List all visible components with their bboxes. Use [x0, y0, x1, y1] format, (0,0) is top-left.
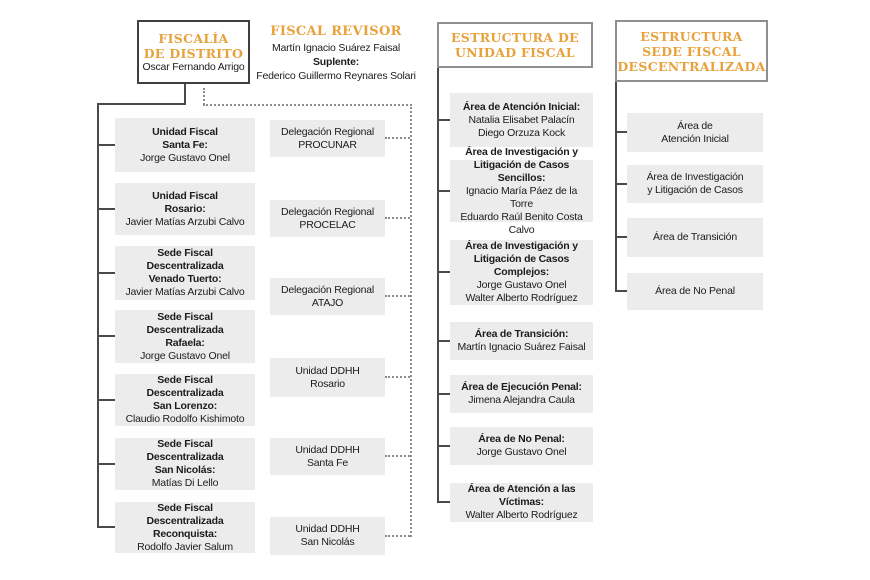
estructura-unidad-title-line: ESTRUCTURA DE: [450, 30, 579, 45]
node-title-line: Rafaela:: [165, 336, 205, 349]
estructura-sede-title-line: ESTRUCTURA: [640, 28, 743, 44]
node-area-casos-complejos: [450, 240, 593, 305]
fiscalia-distrito-box: [137, 20, 250, 84]
unidad-area-branch-line: [437, 393, 450, 395]
node-title-line: Sede Fiscal Descentralizada: [146, 438, 224, 463]
node-text-line: San Nicolás: [300, 536, 355, 548]
node-sede-area-investigacion: [627, 165, 763, 203]
node-text-line: PROCUNAR: [298, 138, 357, 151]
node-area-casos-sencillos: [450, 145, 593, 236]
delegation-dotted-stub: [385, 376, 410, 378]
node-area-atencion-victimas: [450, 483, 593, 522]
node-person: Diego Orzuza Kock: [477, 126, 566, 139]
sede-area-branch-line: [615, 131, 627, 133]
node-title-line: Sede Fiscal Descentralizada: [146, 501, 224, 527]
node-sede-reconquista: [115, 502, 255, 553]
node-ddhh-santa-fe: [270, 438, 385, 475]
node-title-line: San Lorenzo:: [152, 400, 218, 412]
sede-area-branch-line: [615, 183, 627, 185]
node-title-line: Unidad Fiscal: [152, 189, 218, 202]
suplente-name: Federico Guillermo Reynares Solari: [256, 70, 416, 82]
node-text-line: Delegación Regional: [280, 125, 375, 138]
node-sede-area-transicion: [627, 218, 763, 257]
fiscalia-person-name: Oscar Fernando Arrigo: [142, 60, 245, 73]
node-person: Jorge Gustavo Onel: [140, 151, 230, 164]
node-sede-san-lorenzo: [115, 374, 255, 426]
node-delegacion-procunar: [270, 120, 385, 157]
node-delegacion-atajo: [270, 278, 385, 315]
node-unidad-fiscal-rosario: [115, 183, 255, 235]
fiscal-revisor-title: FISCAL REVISOR: [270, 24, 402, 39]
node-title-line: Rosario:: [164, 202, 206, 215]
node-text-line: PROCELAC: [299, 218, 356, 231]
node-person: Javier Matías Arzubi Calvo: [125, 215, 245, 228]
node-delegacion-procelac: [270, 200, 385, 237]
estructura-sede-title: [617, 29, 765, 74]
district-elbow-line: [97, 103, 186, 105]
estructura-unidad-title: [451, 30, 579, 60]
district-branch-line: [97, 335, 115, 337]
delegation-dotted-trunk: [410, 104, 412, 537]
node-person: Ignacio María Páez de la Torre: [465, 184, 578, 210]
unidad-areas-trunk-line: [437, 68, 439, 503]
node-title-line: Área de Investigación y: [465, 240, 578, 252]
node-text-line: Delegación Regional: [280, 205, 375, 218]
node-person: Jimena Alejandra Caula: [468, 394, 575, 406]
estructura-sede-title-line: SEDE FISCAL: [642, 43, 741, 59]
node-text-line: Área de Investigación: [646, 171, 744, 183]
suplente-label: Suplente:: [312, 56, 360, 68]
fiscal-revisor-block: [256, 24, 416, 83]
delegation-dotted-stub: [385, 295, 410, 297]
district-drop-line: [184, 84, 186, 104]
fiscal-revisor-name: Martín Ignacio Suárez Faisal: [271, 42, 401, 54]
fiscalia-title-line: FISCALÍA: [158, 30, 229, 46]
estructura-unidad-fiscal-box: [437, 22, 593, 68]
node-text-line: Unidad DDHH: [295, 443, 360, 456]
district-branch-line: [97, 208, 115, 210]
node-title-line: Área de Investigación y: [465, 145, 578, 158]
sede-area-branch-line: [615, 236, 627, 238]
delegation-dotted-stub: [385, 217, 410, 219]
unidad-area-branch-line: [437, 271, 450, 273]
node-text-line: Área de: [677, 119, 713, 132]
node-text-line: Área de No Penal: [655, 285, 735, 297]
sede-areas-trunk-line: [615, 82, 617, 292]
node-text-line: Delegación Regional: [280, 283, 375, 296]
node-title-line: Venado Tuerto:: [148, 273, 222, 285]
unidad-area-branch-line: [437, 445, 450, 447]
node-title-line: Santa Fe:: [162, 138, 208, 151]
node-title-line: Litigación de Casos Sencillos:: [473, 158, 570, 184]
delegation-dotted-stub: [385, 137, 410, 139]
node-person: Eduardo Raúl Benito Costa Calvo: [460, 210, 583, 236]
node-title-line: Área de Atención a las Víctimas:: [467, 483, 576, 508]
node-text-line: Santa Fe: [306, 456, 348, 469]
node-sede-area-no-penal: [627, 273, 763, 310]
unidad-area-branch-line: [437, 119, 450, 121]
node-text-line: Unidad DDHH: [295, 364, 360, 377]
node-text-line: y Litigación de Casos: [647, 184, 743, 196]
node-text-line: Atención Inicial: [661, 132, 729, 145]
estructura-sede-box: [615, 20, 768, 82]
node-person: Walter Alberto Rodríguez: [465, 292, 578, 304]
node-person: Walter Alberto Rodríguez: [465, 509, 578, 521]
estructura-sede-title-line: DESCENTRALIZADA: [617, 58, 766, 74]
district-branch-line: [97, 463, 115, 465]
revisor-dotted-elbow-line: [203, 104, 412, 106]
node-area-ejecucion-penal: [450, 375, 593, 413]
node-ddhh-san-nicolas: [270, 517, 385, 555]
district-branch-line: [97, 272, 115, 274]
node-person: Jorge Gustavo Onel: [140, 349, 230, 362]
unidad-area-branch-line: [437, 190, 450, 192]
district-branch-line: [97, 399, 115, 401]
node-sede-san-nicolas: [115, 438, 255, 490]
node-title-line: Sede Fiscal Descentralizada: [146, 247, 224, 272]
delegation-dotted-stub: [385, 455, 410, 457]
node-area-no-penal: [450, 427, 593, 465]
node-sede-venado-tuerto: [115, 246, 255, 300]
node-person: Matías Di Lello: [151, 477, 219, 489]
unidad-area-branch-line: [437, 340, 450, 342]
node-person: Javier Matías Arzubi Calvo: [125, 286, 245, 298]
node-text-line: Unidad DDHH: [295, 523, 360, 535]
node-text-line: Rosario: [310, 377, 345, 390]
node-person: Jorge Gustavo Onel: [476, 279, 567, 291]
node-text-line: ATAJO: [311, 296, 344, 309]
revisor-dotted-drop-line: [203, 88, 205, 105]
node-sede-area-atencion-inicial: [627, 113, 763, 152]
node-person: Jorge Gustavo Onel: [476, 446, 567, 458]
node-title-line: Litigación de Casos Complejos:: [473, 253, 570, 278]
node-title-line: San Nicolás:: [154, 464, 216, 476]
node-person: Claudio Rodolfo Kishimoto: [125, 413, 245, 425]
node-area-atencion-inicial: [450, 93, 593, 147]
node-title-line: Sede Fiscal Descentralizada: [146, 310, 224, 336]
district-branch-line: [97, 526, 115, 528]
unidad-area-branch-line: [437, 501, 450, 503]
district-branch-line: [97, 144, 115, 146]
node-ddhh-rosario: [270, 358, 385, 397]
delegation-dotted-stub: [385, 535, 410, 537]
node-title-line: Unidad Fiscal: [152, 125, 218, 138]
fiscalia-title-line: DE DISTRITO: [143, 45, 244, 61]
node-title-line: Área de No Penal:: [478, 433, 565, 445]
node-title-line: Reconquista:: [152, 527, 218, 540]
sede-area-branch-line: [615, 290, 627, 292]
node-unidad-fiscal-santa-fe: [115, 118, 255, 172]
estructura-unidad-title-line: UNIDAD FISCAL: [454, 45, 575, 60]
node-sede-rafaela: [115, 310, 255, 363]
node-person: Martín Ignacio Suárez Faisal: [457, 341, 586, 353]
node-area-transicion: [450, 322, 593, 360]
node-person: Natalia Elisabet Palacín: [468, 113, 575, 126]
node-title-line: Área de Ejecución Penal:: [461, 381, 582, 393]
fiscalia-distrito-title: [144, 31, 243, 61]
node-title-line: Área de Transición:: [474, 328, 569, 340]
node-title-line: Área de Atención Inicial:: [462, 100, 581, 113]
node-person: Rodolfo Javier Salum: [137, 540, 233, 553]
node-text-line: Área de Transición: [653, 231, 737, 243]
node-title-line: Sede Fiscal Descentralizada: [146, 374, 224, 399]
